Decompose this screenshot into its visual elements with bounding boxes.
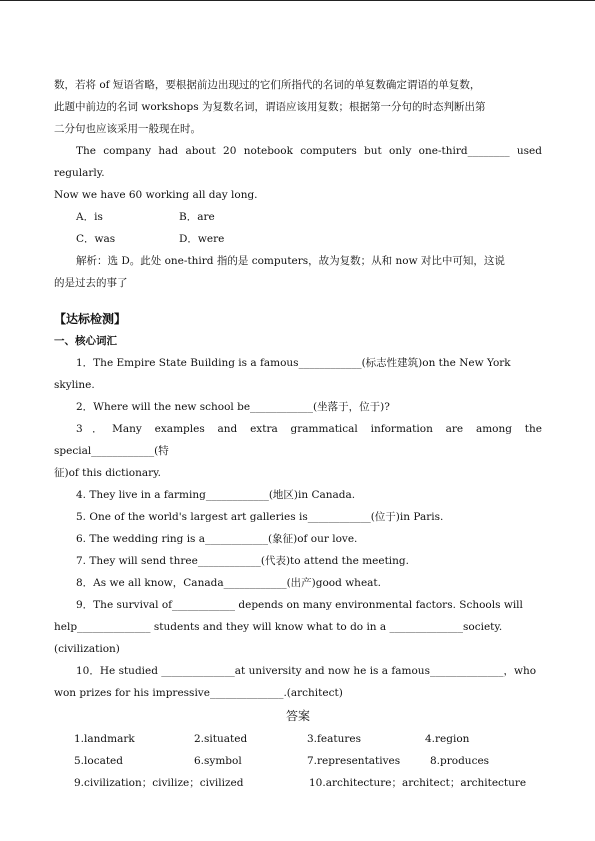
question-analysis: 的是过去的事了 [54,277,128,289]
option-c: C．was [76,233,116,245]
question-analysis: 解析：选 D。此处 one-third 指的是 computers，故为复数；从和 now 对比中可知，这说 [76,255,505,267]
answer-item: 4.region [425,733,470,745]
exercise-item: 10．He studied ______________at university and now he is a famous______________，who [76,665,537,677]
option-row [76,228,542,250]
exercise-item: 9．The survival of____________ depends on many environmental factors. Schools will [76,599,523,611]
subsection-title: 一、核心词汇 [54,335,117,347]
exercise-item: 4. They live in a farming____________(地区)in Canada. [76,489,356,501]
exercise-item-cont: 征)of this dictionary. [54,467,161,479]
option-a: A．is [76,211,103,223]
exercise-item-cont: help______________ students and they will know what to do in a ______________society. [54,621,503,633]
answer-title: 答案 [285,709,310,723]
analysis-prev-line: 数，若将 of 短语省略，要根据前边出现过的它们所指代的名词的单复数确定谓语的单复数， [54,79,481,91]
answer-item: 5.located [74,755,123,767]
answer-item: 9.civilization；civilize；civilized [74,777,244,789]
option-d: D．were [179,233,225,245]
exercise-item: 6. The wedding ring is a____________(象征)of our love. [76,533,358,545]
answer-item: 2.situated [194,733,248,745]
question-line: The company had about 20 notebook computers but only one-third________ used regularly. [54,145,542,179]
analysis-prev-line: 二分句也应该采用一般现在时。 [54,123,201,135]
answer-item: 10.architecture；architect；architecture [309,777,527,789]
exercise-item: 2．Where will the new school be____________(坐落于，位于)? [76,401,390,413]
question-line: Now we have 60 working all day long. [54,189,258,201]
answer-row [74,750,542,772]
exercise-item: 1．The Empire State Building is a famous____________(标志性建筑)on the New York [76,357,511,369]
answer-item: 3.features [307,733,361,745]
analysis-prev-line: 此题中前边的名词 workshops 为复数名词，谓语应该用复数；根据第一分句的时态判断出第 [54,101,486,113]
exercise-item-cont: skyline. [54,379,95,391]
exercise-item: 8．As we all know，Canada____________(出产)good wheat. [76,577,381,589]
option-row [76,206,542,228]
document-body [54,74,542,794]
answer-item: 6.symbol [194,755,242,767]
section-title: 【达标检测】 [54,312,127,326]
option-b: B．are [179,211,215,223]
answer-item: 8.produces [430,755,490,767]
answer-row [74,772,542,794]
answer-item: 1.landmark [74,733,135,745]
exercise-item-cont: won prizes for his impressive______________.(architect) [54,687,343,699]
exercise-item: 5. One of the world's largest art galleries is____________(位于)in Paris. [76,511,444,523]
exercise-item-cont: (civilization) [54,643,120,655]
answer-item: 7.representatives [307,755,401,767]
exercise-item: 7. They will send three____________(代表)to attend the meeting. [76,555,409,567]
answer-row [74,728,542,750]
header-rule [0,0,595,1]
exercise-item: 3．Many examples and extra grammatical information are among the special____________(特 [54,423,542,457]
